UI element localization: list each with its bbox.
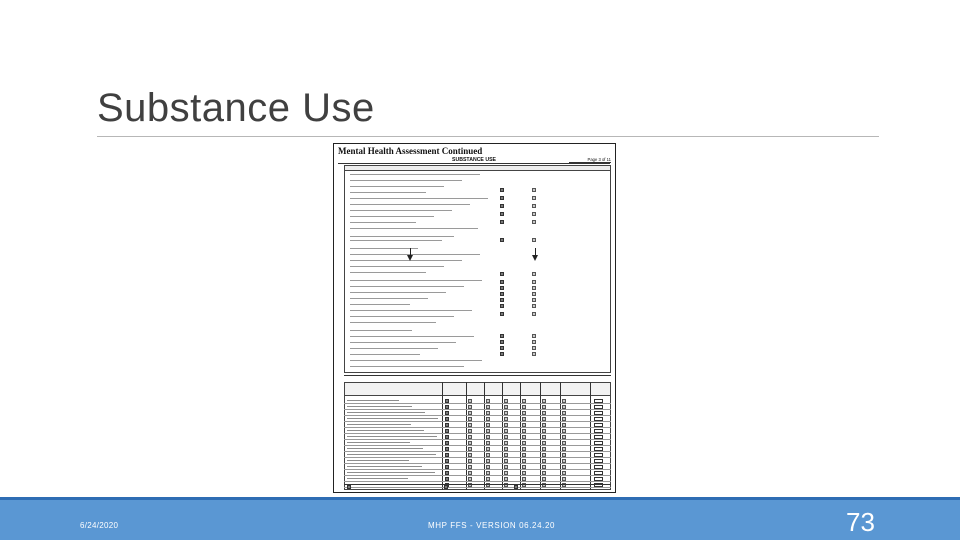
form-checkbox xyxy=(562,411,566,415)
form-rule xyxy=(344,375,611,376)
form-checkbox xyxy=(532,286,536,290)
form-table-column-line xyxy=(484,382,485,490)
form-checkbox xyxy=(522,423,526,427)
form-text-line xyxy=(347,400,399,401)
form-text-line xyxy=(350,342,456,343)
form-text-line xyxy=(347,412,425,413)
form-checkbox xyxy=(542,405,546,409)
form-rule xyxy=(338,163,610,164)
form-checkbox xyxy=(445,399,449,403)
form-checkbox xyxy=(500,352,504,356)
form-text-line xyxy=(350,292,446,293)
form-checkbox xyxy=(445,459,449,463)
form-text-line xyxy=(350,192,426,193)
form-checkbox xyxy=(542,423,546,427)
form-text-line xyxy=(350,286,464,287)
form-checkbox xyxy=(504,435,508,439)
form-checkbox xyxy=(500,204,504,208)
form-arrow xyxy=(532,255,538,261)
form-checkbox xyxy=(532,204,536,208)
form-text-line xyxy=(350,322,436,323)
form-checkbox xyxy=(468,429,472,433)
footer-date: 6/24/2020 xyxy=(80,521,119,530)
document-page-label: Page 3 of 11 xyxy=(569,157,611,163)
form-yes-box xyxy=(594,477,603,481)
form-yes-box xyxy=(594,453,603,457)
form-checkbox xyxy=(532,212,536,216)
form-checkbox xyxy=(542,447,546,451)
form-checkbox xyxy=(542,417,546,421)
form-yes-box xyxy=(594,441,603,445)
form-checkbox xyxy=(532,280,536,284)
form-table-column-line xyxy=(590,382,591,490)
form-text-line xyxy=(350,310,472,311)
form-checkbox xyxy=(468,411,472,415)
form-checkbox xyxy=(504,465,508,469)
form-checkbox xyxy=(522,429,526,433)
form-checkbox xyxy=(522,417,526,421)
form-text-line xyxy=(347,478,408,479)
form-checkbox xyxy=(486,399,490,403)
form-text-line xyxy=(350,336,474,337)
form-checkbox xyxy=(562,465,566,469)
form-checkbox xyxy=(347,485,351,489)
form-checkbox xyxy=(504,477,508,481)
form-checkbox xyxy=(486,417,490,421)
form-checkbox xyxy=(486,477,490,481)
form-checkbox xyxy=(562,435,566,439)
form-checkbox xyxy=(542,459,546,463)
form-checkbox xyxy=(562,447,566,451)
form-checkbox xyxy=(500,340,504,344)
form-checkbox xyxy=(504,405,508,409)
form-checkbox xyxy=(486,447,490,451)
form-checkbox xyxy=(468,441,472,445)
form-checkbox xyxy=(500,220,504,224)
form-checkbox xyxy=(532,298,536,302)
form-checkbox xyxy=(562,471,566,475)
form-text-line xyxy=(350,210,452,211)
form-checkbox xyxy=(468,399,472,403)
form-checkbox xyxy=(532,196,536,200)
form-section-header xyxy=(344,165,611,171)
form-checkbox xyxy=(562,417,566,421)
form-text-line xyxy=(350,254,480,255)
form-checkbox xyxy=(542,477,546,481)
form-text-line xyxy=(350,266,444,267)
form-arrow xyxy=(407,255,413,261)
form-yes-box xyxy=(594,471,603,475)
form-checkbox xyxy=(522,465,526,469)
form-checkbox xyxy=(468,423,472,427)
form-text-line xyxy=(350,186,444,187)
form-checkbox xyxy=(486,423,490,427)
form-yes-box xyxy=(594,405,603,409)
form-text-line xyxy=(350,316,454,317)
form-checkbox xyxy=(562,423,566,427)
form-checkbox xyxy=(522,477,526,481)
form-yes-box xyxy=(594,435,603,439)
form-checkbox xyxy=(486,453,490,457)
form-text-line xyxy=(350,354,420,355)
form-yes-box xyxy=(594,459,603,463)
form-yes-box xyxy=(594,465,603,469)
form-yes-box xyxy=(594,447,603,451)
form-checkbox xyxy=(486,405,490,409)
form-text-line xyxy=(347,418,438,419)
form-checkbox xyxy=(522,453,526,457)
form-document-image xyxy=(333,143,616,493)
form-checkbox xyxy=(500,292,504,296)
form-checkbox xyxy=(445,405,449,409)
document-heading: Mental Health Assessment Continued xyxy=(338,146,483,156)
form-checkbox xyxy=(522,435,526,439)
form-text-line xyxy=(347,472,435,473)
form-checkbox xyxy=(445,411,449,415)
form-text-line xyxy=(350,248,418,249)
form-checkbox xyxy=(542,441,546,445)
form-checkbox xyxy=(532,346,536,350)
form-checkbox xyxy=(468,447,472,451)
form-checkbox xyxy=(504,399,508,403)
form-text-line xyxy=(347,430,424,431)
form-text-line xyxy=(350,298,428,299)
form-checkbox xyxy=(486,459,490,463)
form-table-column-line xyxy=(466,382,467,490)
form-table-column-line xyxy=(442,382,443,490)
form-checkbox xyxy=(500,286,504,290)
form-checkbox xyxy=(542,465,546,469)
form-checkbox xyxy=(500,212,504,216)
form-checkbox xyxy=(542,429,546,433)
form-text-line xyxy=(350,348,438,349)
form-checkbox xyxy=(445,417,449,421)
form-checkbox xyxy=(542,411,546,415)
form-checkbox xyxy=(532,304,536,308)
form-checkbox xyxy=(468,477,472,481)
form-text-line xyxy=(350,360,482,361)
form-checkbox xyxy=(500,298,504,302)
form-checkbox xyxy=(504,417,508,421)
form-checkbox xyxy=(500,238,504,242)
form-text-line xyxy=(350,204,470,205)
form-checkbox xyxy=(504,429,508,433)
form-checkbox xyxy=(500,334,504,338)
form-text-line xyxy=(350,272,426,273)
form-checkbox xyxy=(522,471,526,475)
form-checkbox xyxy=(522,441,526,445)
form-text-line xyxy=(347,436,437,437)
form-text-line xyxy=(350,366,464,367)
form-checkbox xyxy=(468,453,472,457)
form-checkbox xyxy=(445,441,449,445)
form-checkbox xyxy=(445,447,449,451)
form-checkbox xyxy=(444,485,448,489)
form-checkbox xyxy=(468,417,472,421)
form-checkbox xyxy=(504,447,508,451)
form-text-line xyxy=(350,198,488,199)
form-checkbox xyxy=(532,188,536,192)
form-text-line xyxy=(350,180,462,181)
form-text-line xyxy=(350,280,482,281)
footer-version: MHP FFS - VERSION 06.24.20 xyxy=(428,521,556,530)
form-checkbox xyxy=(562,453,566,457)
form-text-line xyxy=(350,236,454,237)
form-checkbox xyxy=(504,411,508,415)
slide-title: Substance Use xyxy=(97,86,375,130)
document-section-title: SUBSTANCE USE xyxy=(452,157,497,163)
form-checkbox xyxy=(532,220,536,224)
form-checkbox xyxy=(468,471,472,475)
form-checkbox xyxy=(486,441,490,445)
form-checkbox xyxy=(522,447,526,451)
form-text-line xyxy=(347,448,423,449)
form-table-column-line xyxy=(560,382,561,490)
form-text-line xyxy=(347,460,409,461)
form-rule xyxy=(344,484,611,485)
form-yes-box xyxy=(594,399,603,403)
form-checkbox xyxy=(562,399,566,403)
form-checkbox xyxy=(522,405,526,409)
form-text-line xyxy=(350,228,478,229)
form-checkbox xyxy=(514,485,518,489)
form-checkbox xyxy=(468,465,472,469)
form-checkbox xyxy=(542,453,546,457)
form-checkbox xyxy=(532,352,536,356)
form-checkbox xyxy=(486,471,490,475)
form-checkbox xyxy=(500,188,504,192)
form-yes-box xyxy=(594,429,603,433)
form-text-line xyxy=(347,466,422,467)
form-text-line xyxy=(347,424,411,425)
form-checkbox xyxy=(468,405,472,409)
form-checkbox xyxy=(504,441,508,445)
form-checkbox xyxy=(500,304,504,308)
form-checkbox xyxy=(500,196,504,200)
form-checkbox xyxy=(445,435,449,439)
form-checkbox xyxy=(468,435,472,439)
form-checkbox xyxy=(532,340,536,344)
form-text-line xyxy=(350,174,480,175)
form-checkbox xyxy=(504,453,508,457)
form-checkbox xyxy=(522,399,526,403)
form-checkbox xyxy=(468,459,472,463)
form-checkbox xyxy=(445,429,449,433)
form-checkbox xyxy=(562,477,566,481)
form-yes-box xyxy=(594,423,603,427)
form-text-line xyxy=(350,240,442,241)
title-divider xyxy=(97,136,879,137)
form-checkbox xyxy=(532,334,536,338)
form-checkbox xyxy=(532,272,536,276)
form-checkbox xyxy=(504,471,508,475)
form-checkbox xyxy=(445,477,449,481)
form-text-line xyxy=(347,454,436,455)
footer-bar xyxy=(0,500,960,540)
form-text-line xyxy=(350,216,434,217)
form-checkbox xyxy=(532,292,536,296)
form-text-line xyxy=(350,304,410,305)
form-checkbox xyxy=(542,399,546,403)
form-checkbox xyxy=(500,272,504,276)
form-checkbox xyxy=(522,459,526,463)
form-checkbox xyxy=(445,453,449,457)
form-text-line xyxy=(347,406,412,407)
form-checkbox xyxy=(500,312,504,316)
form-checkbox xyxy=(445,465,449,469)
form-yes-box xyxy=(594,417,603,421)
form-checkbox xyxy=(522,411,526,415)
form-table-column-line xyxy=(520,382,521,490)
form-checkbox xyxy=(504,459,508,463)
form-checkbox xyxy=(445,423,449,427)
form-checkbox xyxy=(532,312,536,316)
form-checkbox xyxy=(486,429,490,433)
form-checkbox xyxy=(562,459,566,463)
form-table-column-line xyxy=(502,382,503,490)
form-checkbox xyxy=(532,238,536,242)
form-checkbox xyxy=(500,280,504,284)
form-checkbox xyxy=(562,429,566,433)
form-checkbox xyxy=(504,423,508,427)
form-checkbox xyxy=(542,471,546,475)
form-checkbox xyxy=(486,435,490,439)
form-checkbox xyxy=(542,435,546,439)
slide-number: 73 xyxy=(846,507,875,537)
form-table-column-line xyxy=(540,382,541,490)
form-text-line xyxy=(350,222,416,223)
form-yes-box xyxy=(594,411,603,415)
form-table-header xyxy=(344,382,611,396)
form-checkbox xyxy=(562,441,566,445)
form-checkbox xyxy=(445,471,449,475)
form-checkbox xyxy=(500,346,504,350)
form-checkbox xyxy=(486,465,490,469)
form-checkbox xyxy=(486,411,490,415)
form-checkbox xyxy=(562,405,566,409)
form-text-line xyxy=(350,260,462,261)
form-text-line xyxy=(347,442,410,443)
form-text-line xyxy=(350,330,412,331)
